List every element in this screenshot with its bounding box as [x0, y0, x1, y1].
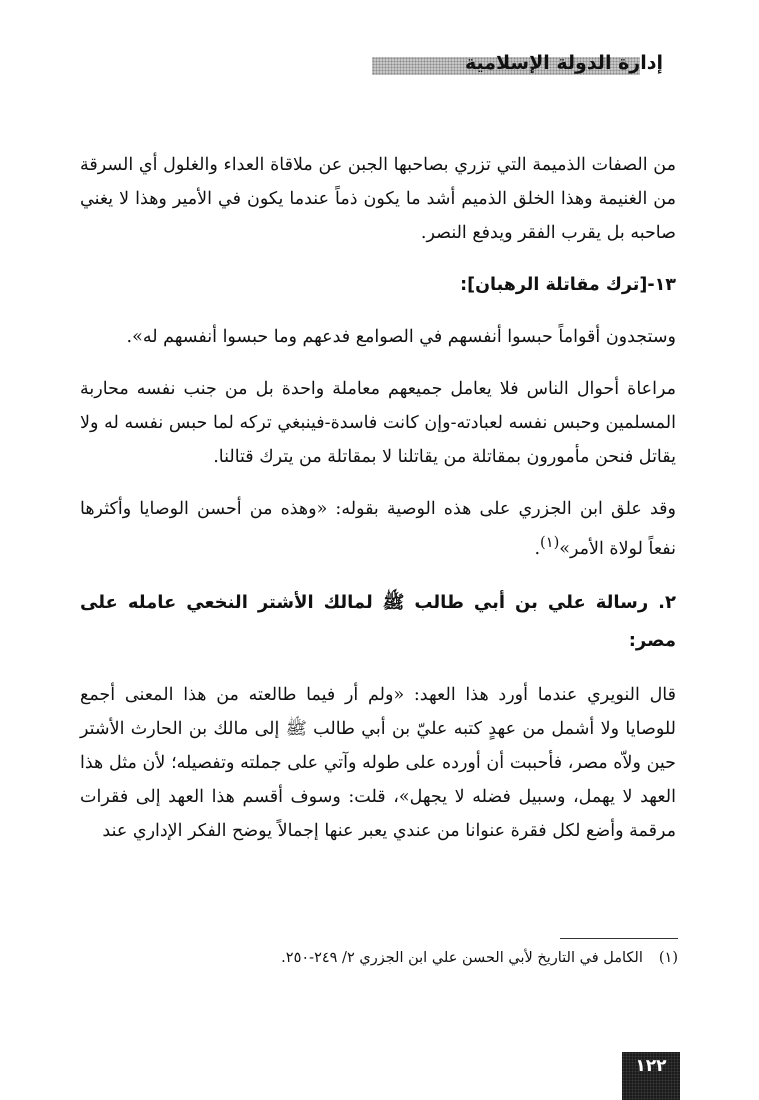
footnote-divider [560, 938, 678, 939]
footnote-text: الكامل في التاريخ لأبي الحسن علي ابن الجزري ٢/ ٢٤٩-٢٥٠. [281, 950, 643, 966]
quote-hermits: وستجدون أقواماً حبسوا أنفسهم في الصوامع فدعهم وما حبسوا أنفسهم له». [126, 327, 676, 347]
footnote-ref-1: (١) [540, 534, 560, 551]
paragraph-nuwayri: قال النويري عندما أورد هذا العهد: «ولم أر فيما طالعته من هذا المعنى أجمع للوصايا ولا أشمل من عهدٍ كتبه عليّ بن أبي طالب ﷺ إلى مالك بن الحارث الأشتر حين ولاّه مصر، فأحببت أن أورده على طوله وآتي على جملته وتفصيله؛ لأن مثل هذا العهد لا يهمل، وسبيل فضله لا يجهل»، قلت: وسوف أقسم هذا العهد إلى فقرات مرقمة وأضع لكل فقرة عنوانا من عندي يعبر عنها إجمالاً يوضح الفكر الإداري عند [80, 684, 676, 841]
section-heading-letter: ٢. رسالة علي بن أبي طالب ﷺ لمالك الأشتر النخعي عامله على مصر: [80, 591, 676, 651]
page-number: ١٢٢ [635, 1056, 667, 1076]
running-header-title: إدارة الدولة الإسلامية [464, 52, 663, 74]
paragraph-vices: من الصفات الذميمة التي تزري بصاحبها الجبن عن ملاقاة العداء والغلول أي السرقة من الغنيمة وهذا الخلق الذميم أشد ما يكون ذماً عندما يكون في الأمير وهذا لا يغني صاحبه بل يقرب الفقر ويدفع النصر. [80, 155, 676, 243]
paragraph-ibn-jazari-text: وقد علق ابن الجزري على هذه الوصية بقوله: «وهذه من أحسن الوصايا وأكثرها نفعاً لولاة الأمر» [80, 499, 676, 559]
paragraph-ibn-jazari-end: . [534, 538, 541, 559]
footnote-number: (١) [658, 950, 678, 966]
footnote [200, 946, 678, 970]
page-body [80, 148, 676, 848]
paragraph-ibn-jazari [80, 492, 676, 566]
subheading-13-text: ١٣-[ترك مقاتلة الرهبان]: [460, 275, 676, 295]
paragraph-people-conditions: مراعاة أحوال الناس فلا يعامل جميعهم معاملة واحدة بل من جنب نفسه محاربة المسلمين وحبس نفسه لعبادته-وإن كانت فاسدة-فينبغي تركه لما حبس نفسه له ولا يقاتل فنحن مأمورون بمقاتلة من يقاتلنا لا بمقاتلة من يترك قتالنا. [80, 379, 676, 467]
subheading-13 [80, 268, 676, 302]
